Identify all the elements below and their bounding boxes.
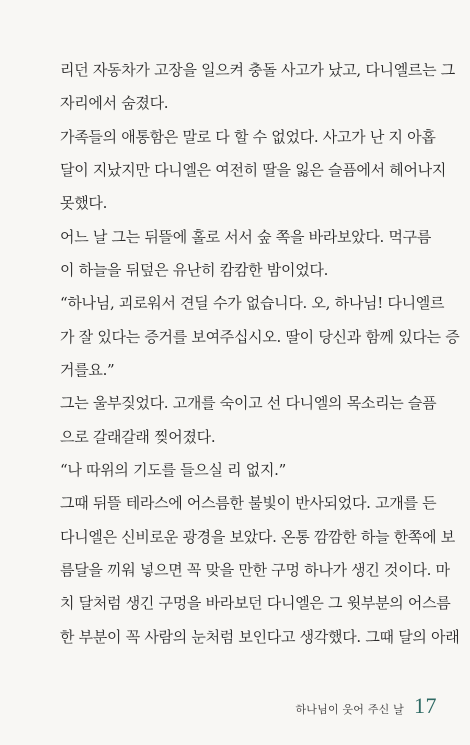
page-number: 17 (414, 693, 437, 718)
text-line-14: 그때 뒤뜰 테라스에 어스름한 불빛이 반사되었다. 고개를 든 (60, 494, 437, 512)
text-line-15: 다니엘은 신비로운 광경을 보았다. 온통 깜깜한 하늘 한쪽에 보 (60, 528, 455, 546)
running-book-title: 하나님이 웃어 주신 날 (295, 703, 404, 716)
text-line-17: 치 달처럼 생긴 구멍을 바라보던 다니엘은 그 윗부분의 어스름 (60, 594, 451, 612)
text-line-8: “하나님, 괴로워서 견딜 수가 없습니다. 오, 하나님! 다니엘르 (60, 294, 445, 312)
text-line-6: 어느 날 그는 뒤뜰에 홀로 서서 숲 쪽을 바라보았다. 먹구름 (60, 228, 432, 246)
text-line-7: 이 하늘을 뒤덮은 유난히 캄캄한 밤이었다. (60, 261, 329, 279)
text-line-13: “나 따위의 기도를 들으실 리 없지.” (60, 461, 287, 479)
text-line-16: 름달을 끼워 넣으면 꼭 맞을 만한 구멍 하나가 생긴 것이다. 마 (60, 561, 450, 579)
text-line-12: 으로 갈래갈래 찢어졌다. (60, 428, 216, 446)
text-line-11: 그는 울부짖었다. 고개를 숙이고 선 다니엘의 목소리는 슬픔 (60, 394, 437, 412)
text-line-2: 자리에서 숨졌다. (60, 94, 169, 112)
page-footer (295, 693, 437, 721)
text-line-1: 리던 자동차가 고장을 일으켜 충돌 사고가 났고, 다니엘르는 그 (60, 61, 455, 79)
text-line-3: 가족들의 애통함은 말로 다 할 수 없었다. 사고가 난 지 아홉 (60, 128, 436, 146)
text-line-18: 한 부분이 꼭 사람의 눈처럼 보인다고 생각했다. 그때 달의 아래 (60, 628, 460, 646)
text-line-10: 거를요.” (60, 361, 115, 379)
text-line-5: 못했다. (60, 194, 108, 212)
text-line-4: 달이 지났지만 다니엘은 여전히 딸을 잃은 슬픔에서 헤어나지 (60, 161, 447, 179)
text-line-9: 가 잘 있다는 증거를 보여주십시오. 딸이 당신과 함께 있다는 증 (60, 328, 460, 346)
